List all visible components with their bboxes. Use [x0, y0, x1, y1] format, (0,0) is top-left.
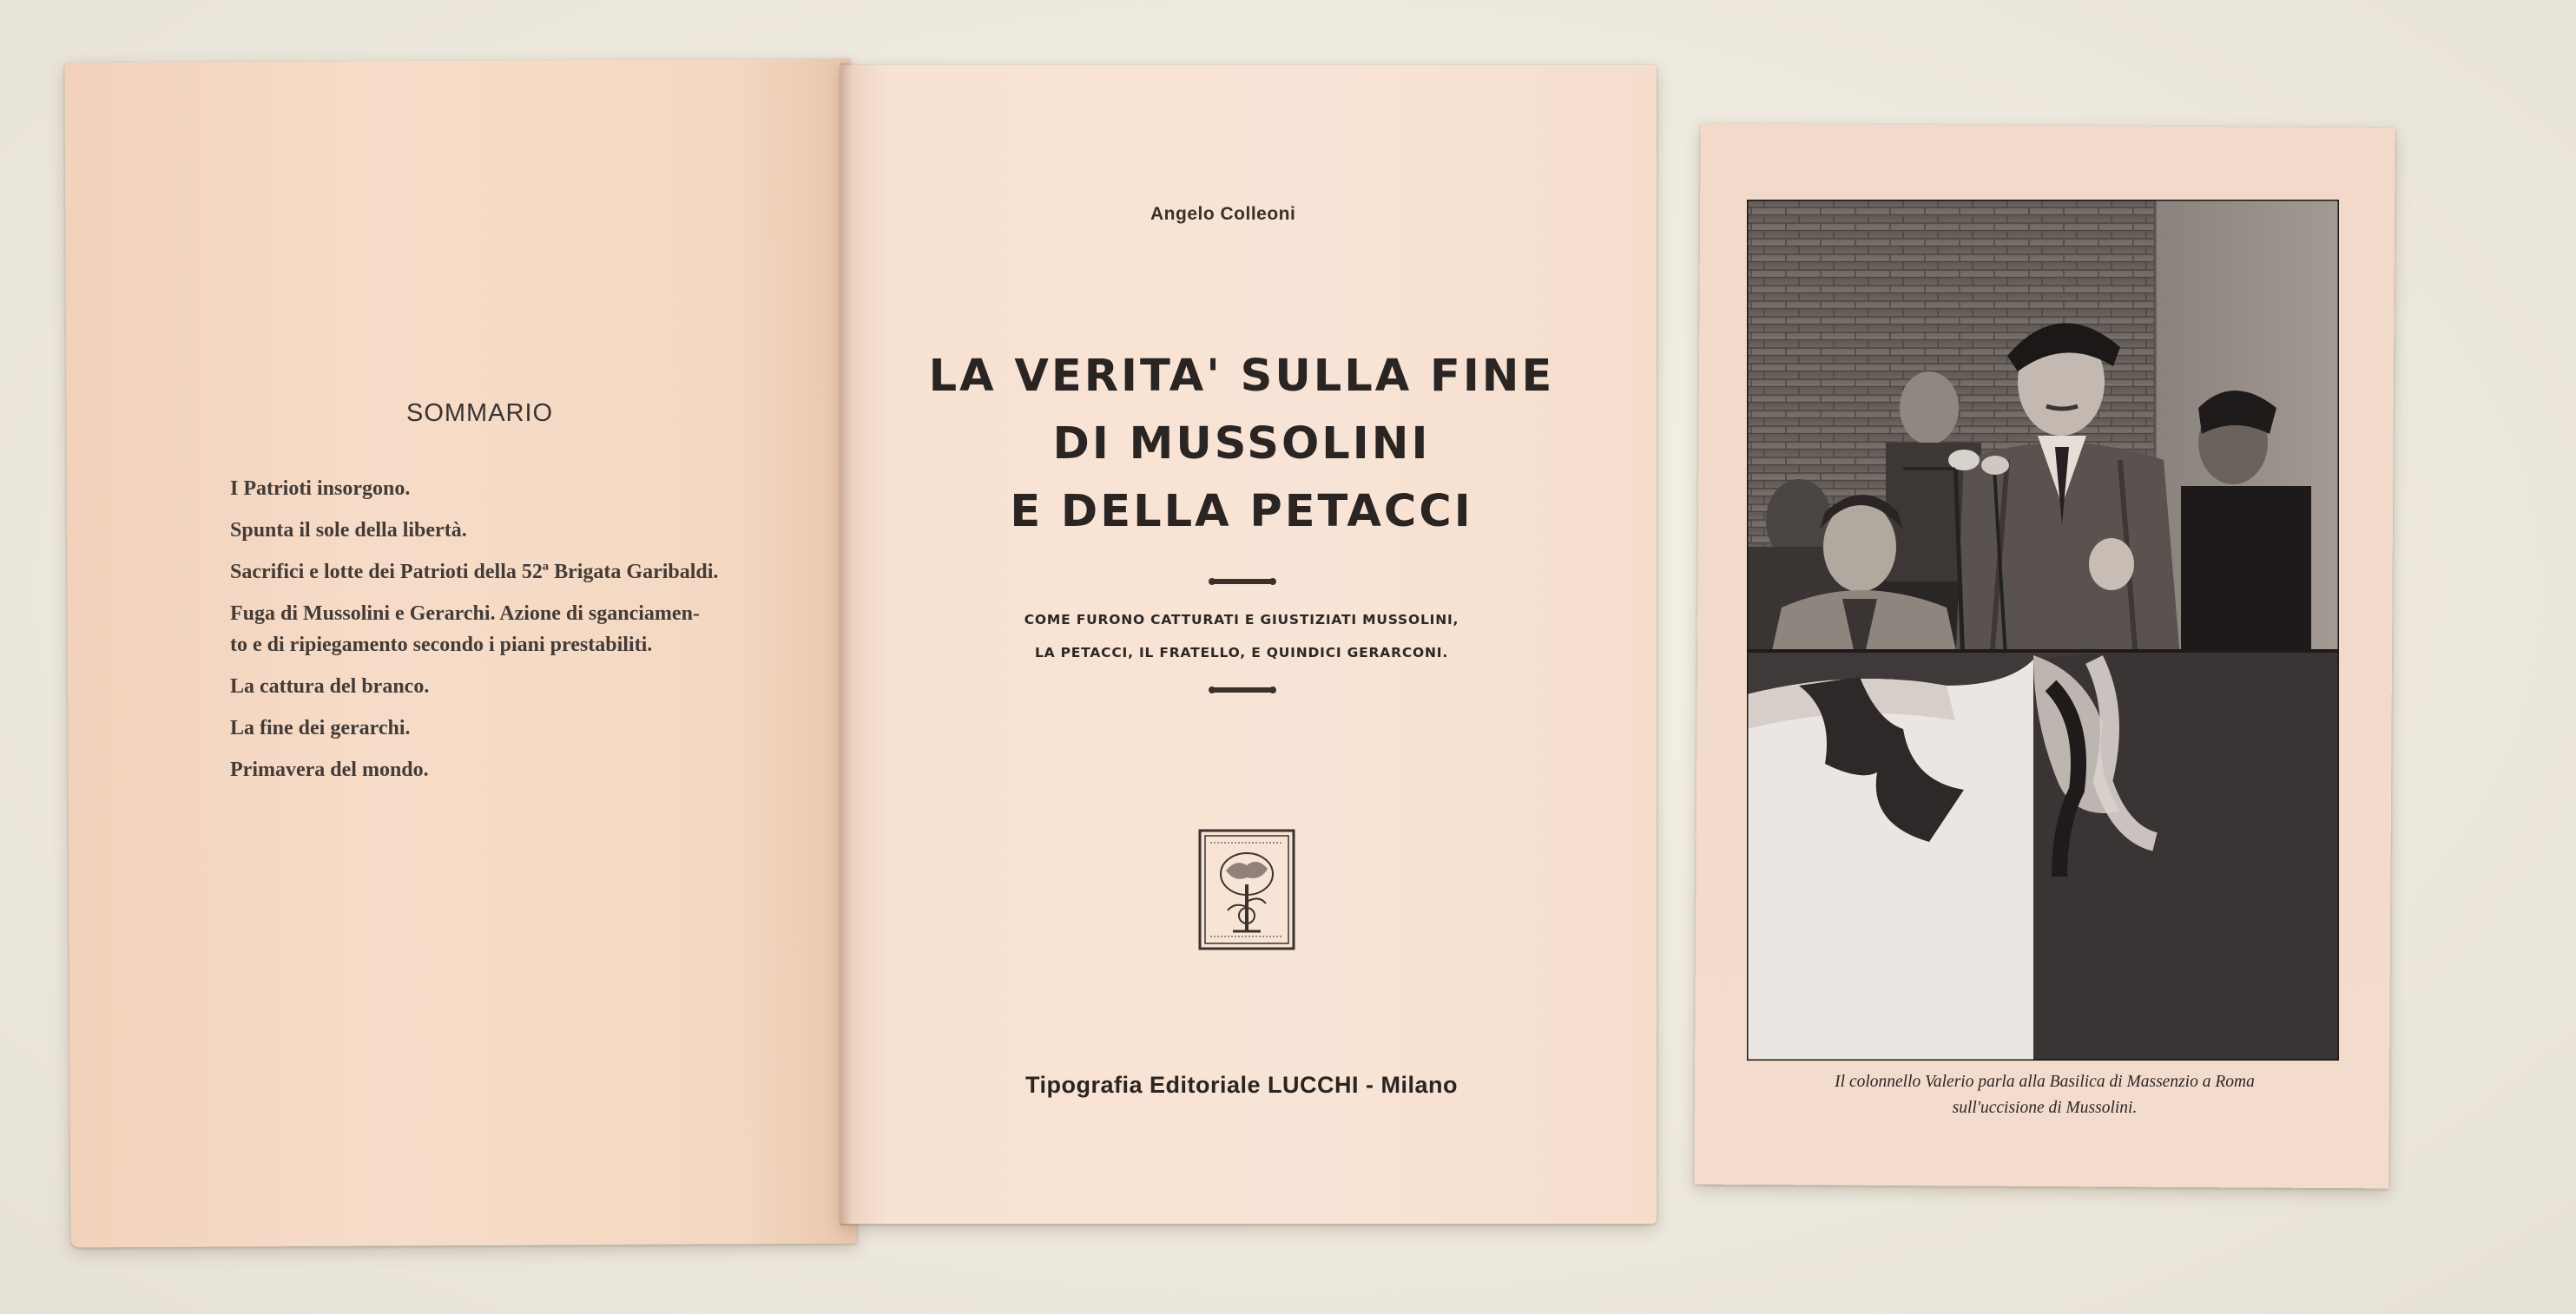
title-line: LA VERITA' SULLA FINE	[928, 351, 1555, 402]
toc-item: Spunta il sole della libertà.	[230, 519, 467, 542]
publisher-emblem-icon	[1198, 829, 1295, 950]
caption-line: sull'uccisione di Mussolini.	[1952, 1099, 2138, 1117]
toc-item: La cattura del branco.	[230, 675, 430, 698]
title-line: DI MUSSOLINI	[1052, 418, 1431, 470]
ornament-rule-bottom	[1209, 684, 1276, 696]
author-name: Angelo Colleoni	[1150, 204, 1296, 224]
sommario-title: SOMMARIO	[406, 399, 554, 427]
subtitle-line: LA PETACCI, IL FRATELLO, E QUINDICI GERARCONI.	[1034, 645, 1449, 660]
book-title	[920, 343, 1563, 546]
book-subtitle	[955, 603, 1528, 669]
photograph	[1747, 200, 2339, 1061]
toc-item: Primavera del mondo.	[230, 759, 429, 781]
title-line: E DELLA PETACCI	[1010, 486, 1473, 537]
toc-item: to e di ripiegamento secondo i piani prestabiliti.	[230, 634, 653, 656]
publisher-line: Tipografia Editoriale LUCCHI - Milano	[1024, 1072, 1459, 1098]
toc-item: I Patrioti insorgono.	[230, 477, 411, 500]
caption-line: Il colonnello Valerio parla alla Basilica di Massenzio a Roma	[1835, 1073, 2255, 1091]
ornament-rule-top	[1209, 575, 1276, 588]
toc-item: Fuga di Mussolini e Gerarchi. Azione di sganciamen-	[230, 602, 700, 625]
toc-item: La fine dei gerarchi.	[230, 717, 411, 739]
table-of-contents	[230, 473, 786, 796]
photo-caption	[1745, 1069, 2344, 1121]
toc-item: Sacrifici e lotte dei Patrioti della 52ª Brigata Garibaldi.	[230, 561, 719, 583]
subtitle-line: COME FURONO CATTURATI E GIUSTIZIATI MUSSOLINI,	[1024, 612, 1459, 627]
book-spine-shadow	[840, 62, 853, 1225]
